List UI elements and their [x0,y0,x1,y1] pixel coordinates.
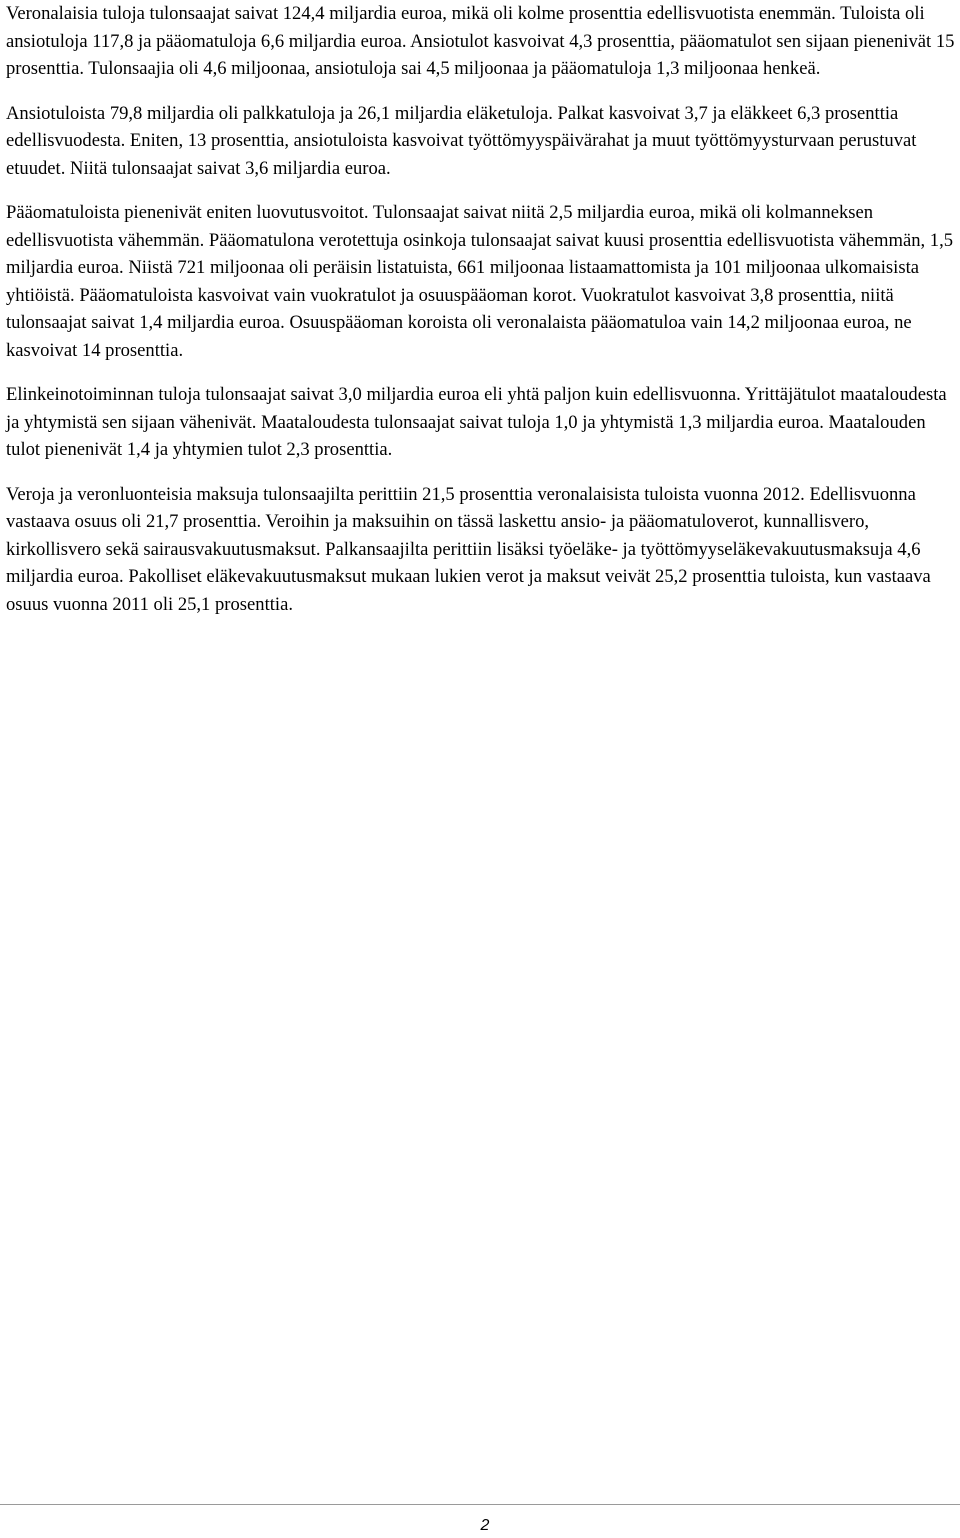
document-body [6,0,956,618]
paragraph-capital-income: Pääomatuloista pienenivät eniten luovutusvoitot. Tulonsaajat saivat niitä 2,5 miljardia euroa, mikä oli kolmanneksen edellisvuotista vähemmän. Pääomatulona verotettuja osinkoja tulonsaajat saivat kuusi prosenttia edellisvuotista vähemmän, 1,5 miljardia euroa. Niistä 721 miljoonaa oli peräisin listatuista, 661 miljoonaa listaamattomista ja 101 miljoonaa ulkomaisista yhtiöistä. Pääomatuloista kasvoivat vain vuokratulot ja osuuspääoman korot. Vuokratulot kasvoivat 3,8 prosenttia, niitä tulonsaajat saivat 1,4 miljardia euroa. Osuuspääoman koroista oli veronalaista pääomatuloa vain 14,2 miljoonaa euroa, ne kasvoivat 14 prosenttia. [6,202,954,361]
paragraph-income-overview: Veronalaisia tuloja tulonsaajat saivat 124,4 miljardia euroa, mikä oli kolme prosenttia edellisvuotista enemmän. Tuloista oli ansiotuloja 117,8 ja pääomatuloja 6,6 miljardia euroa. Ansiotulot kasvoivat 4,3 prosenttia, pääomatulot sen sijaan pienenivät 15 prosenttia. Tulonsaajia oli 4,6 miljoonaa, ansiotuloja sai 4,5 miljoonaa ja pääomatuloja 1,3 miljoonaa henkeä. [6,3,955,79]
paragraph-earned-income: Ansiotuloista 79,8 miljardia oli palkkatuloja ja 26,1 miljardia eläketuloja. Palkat kasvoivat 3,7 ja eläkkeet 6,3 prosenttia edellisvuodesta. Eniten, 13 prosenttia, ansiotuloista kasvoivat työttömyyspäivärahat ja muut työttömyysturvaan perustuvat etuudet. Niitä tulonsaajat saivat 3,6 miljardia euroa. [6,102,917,179]
page-number: 2 [480,1517,490,1534]
paragraph-business-income: Elinkeinotoiminnan tuloja tulonsaajat saivat 3,0 miljardia euroa eli yhtä paljon kuin edellisvuonna. Yrittäjätulot maataloudesta ja yhtymistä sen sijaan vähenivät. Maataloudesta tulonsaajat saivat tuloja 1,0 ja yhtymistä 1,3 miljardia euroa. Maatalouden tulot pienenivät 1,4 ja yhtymien tulot 2,3 prosenttia. [6,384,947,460]
footer-divider [0,1504,960,1505]
paragraph-taxes: Veroja ja veronluonteisia maksuja tulonsaajilta perittiin 21,5 prosenttia veronalaisista tuloista vuonna 2012. Edellisvuonna vastaava osuus oli 21,7 prosenttia. Veroihin ja maksuihin on tässä laskettu ansio- ja pääomatuloverot, kunnallisvero, kirkollisvero sekä sairausvakuutusmaksut. Palkansaajilta perittiin lisäksi työeläke- ja työttömyyseläkevakuutusmaksuja 4,6 miljardia euroa. Pakolliset eläkevakuutusmaksut mukaan lukien verot ja maksut veivät 25,2 prosenttia tuloista, kun vastaava osuus vuonna 2011 oli 25,1 prosenttia. [6,483,931,615]
